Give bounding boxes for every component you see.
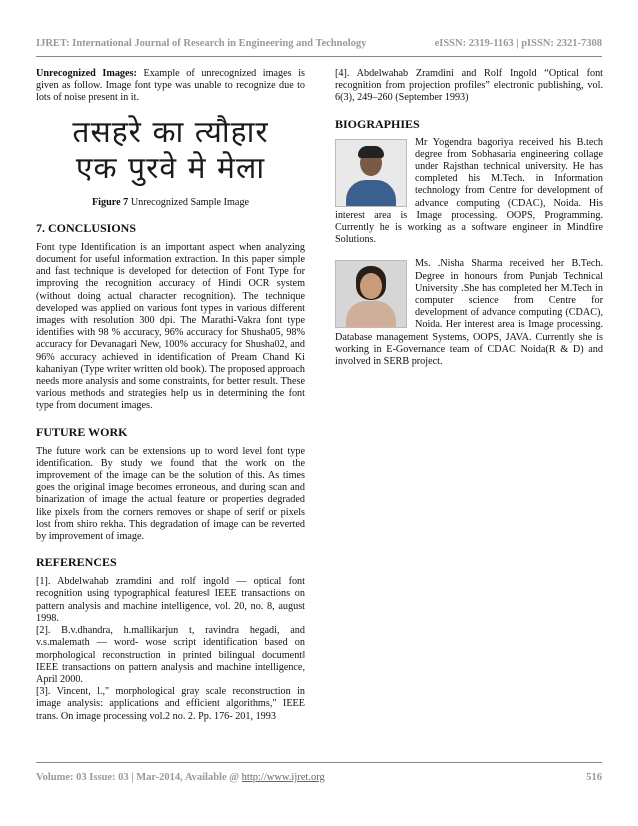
future-work-heading: FUTURE WORK — [36, 424, 128, 439]
biographies-heading: BIOGRAPHIES — [335, 116, 420, 131]
page-header — [36, 38, 602, 49]
author-photo — [335, 139, 407, 207]
author-photo — [335, 260, 407, 328]
hindi-sample-line-1: तसहरे का त्यौहार — [72, 114, 269, 150]
unrecognized-text: Example of unrecognized images is given as follow. Image font type was unable to recognize due to lots of noise present in it. — [36, 68, 305, 104]
biography-text: Mr Yogendra bagoriya received his B.tech degree from Sobhasaria engineering collage under Rajsthan technical university. He has completed his M.Tech. in Information technology from Centre for development of advance computing (CDAC), Noida. His interest area is Image processing. OOPS, Programming. Currently he is working as a software engineer in Mindfire Solutions. — [335, 136, 603, 246]
unrecognized-paragraph — [36, 68, 305, 105]
conclusions-text: Font type Identification is an important aspect when analyzing document for useful information extraction. In this paper simple and fast technique is developed for detection of Font Type for improving the recognition accuracy of Hindi OCR system (without doing actual character recognition). The technique developed was applied on various font types in various different images with resolution 300 dpi. The Marathi-Vakra font type identifies with 98 % accuracy, 96% accuracy for Shusha05, 98% accuracy for Devanagari New, 100% accuracy for Shusha02, and 96% accuracy achieved in identification of Pream Chand Ki kahaniyan (Type writer written old book). The proposed approach needs more analysis and some constraints, for better result. These various methods and strategies help us in determining the font type from document images. — [36, 241, 305, 412]
figure-7 — [36, 115, 305, 187]
unrecognized-label: Unrecognized Images: — [36, 68, 137, 79]
figure-caption — [36, 197, 305, 209]
reference-item: [3]. Vincent, l.," morphological gray scale reconstruction in image analysis: applications and efficient algorithms," IEEE trans. On image processing vol.2 no. 2. Pp. 176- 201, 1993 — [36, 686, 305, 722]
biography-1 — [335, 137, 603, 247]
page-footer — [36, 772, 602, 783]
future-work-text: The future work can be extensions up to word level font type identification. By study we found that the work on the improvement of the image can be the solution of this. As times goes the original image becomes erroneous, and during scan and binarization of image the actual feature or properties degraded like pixels from the corners removes or shape of serif or pixels lost from shiro rekha. This degradation of image can be reverted by improvement of image. — [36, 445, 305, 543]
page-number: 516 — [586, 772, 602, 783]
reference-list — [36, 576, 305, 722]
biography-2 — [335, 258, 603, 368]
figure-caption-text: Unrecognized Sample Image — [130, 196, 250, 208]
right-column — [335, 68, 603, 368]
footer-volume: Volume: 03 Issue: 03 | Mar-2014, Available @ http://www.ijret.org — [36, 772, 325, 783]
biography-text: Ms. .Nisha Sharma received her B.Tech. Degree in honours from Punjab Technical University .She has completed her M.Tech in computer science from Centre for development of advance computing (CDAC), Noida. Her interest area is Image processing. Database management Systems, OOPS, JAVA. Currently she is working in E-Governance team of CDAC Noida(R & D) and involved in SERB project. — [335, 258, 603, 368]
conclusions-heading: 7. CONCLUSIONS — [36, 220, 137, 235]
header-rule — [36, 56, 602, 57]
hindi-sample-line-2: एक पुरवे मे मेला — [75, 150, 266, 186]
references-heading: REFERENCES — [36, 555, 117, 570]
footer-rule — [36, 762, 602, 763]
reference-item: [1]. Abdelwahab zramdini and rolf ingold ― optical font recognition using typographical features‖ IEEE transactions on pattern analysis and machine intelligence, vol. 20, no. 8, august 1998. — [36, 576, 305, 624]
issn: eISSN: 2319-1163 | pISSN: 2321-7308 — [434, 38, 602, 49]
left-column — [36, 68, 305, 723]
journal-link[interactable]: http://www.ijret.org — [241, 772, 325, 783]
journal-title: IJRET: International Journal of Research in Engineering and Technology — [36, 38, 367, 49]
reference-item: [2]. B.v.dhandra, h.mallikarjun t, ravindra hegadi, and v.s.malemath ― word- wose script identification based on morphological reconstruction in printed bilingual document‖ IEEE transactions on pattern analysis and machine intelligence, April 2000. — [36, 625, 305, 685]
reference-item: [4]. Abdelwahab Zramdini and Rolf Ingold “Optical font recognition from projection profiles” electronic publishing, vol. 6(3), 249–260 (September 1993) — [335, 68, 603, 104]
figure-caption-label: Figure 7 — [91, 196, 129, 208]
